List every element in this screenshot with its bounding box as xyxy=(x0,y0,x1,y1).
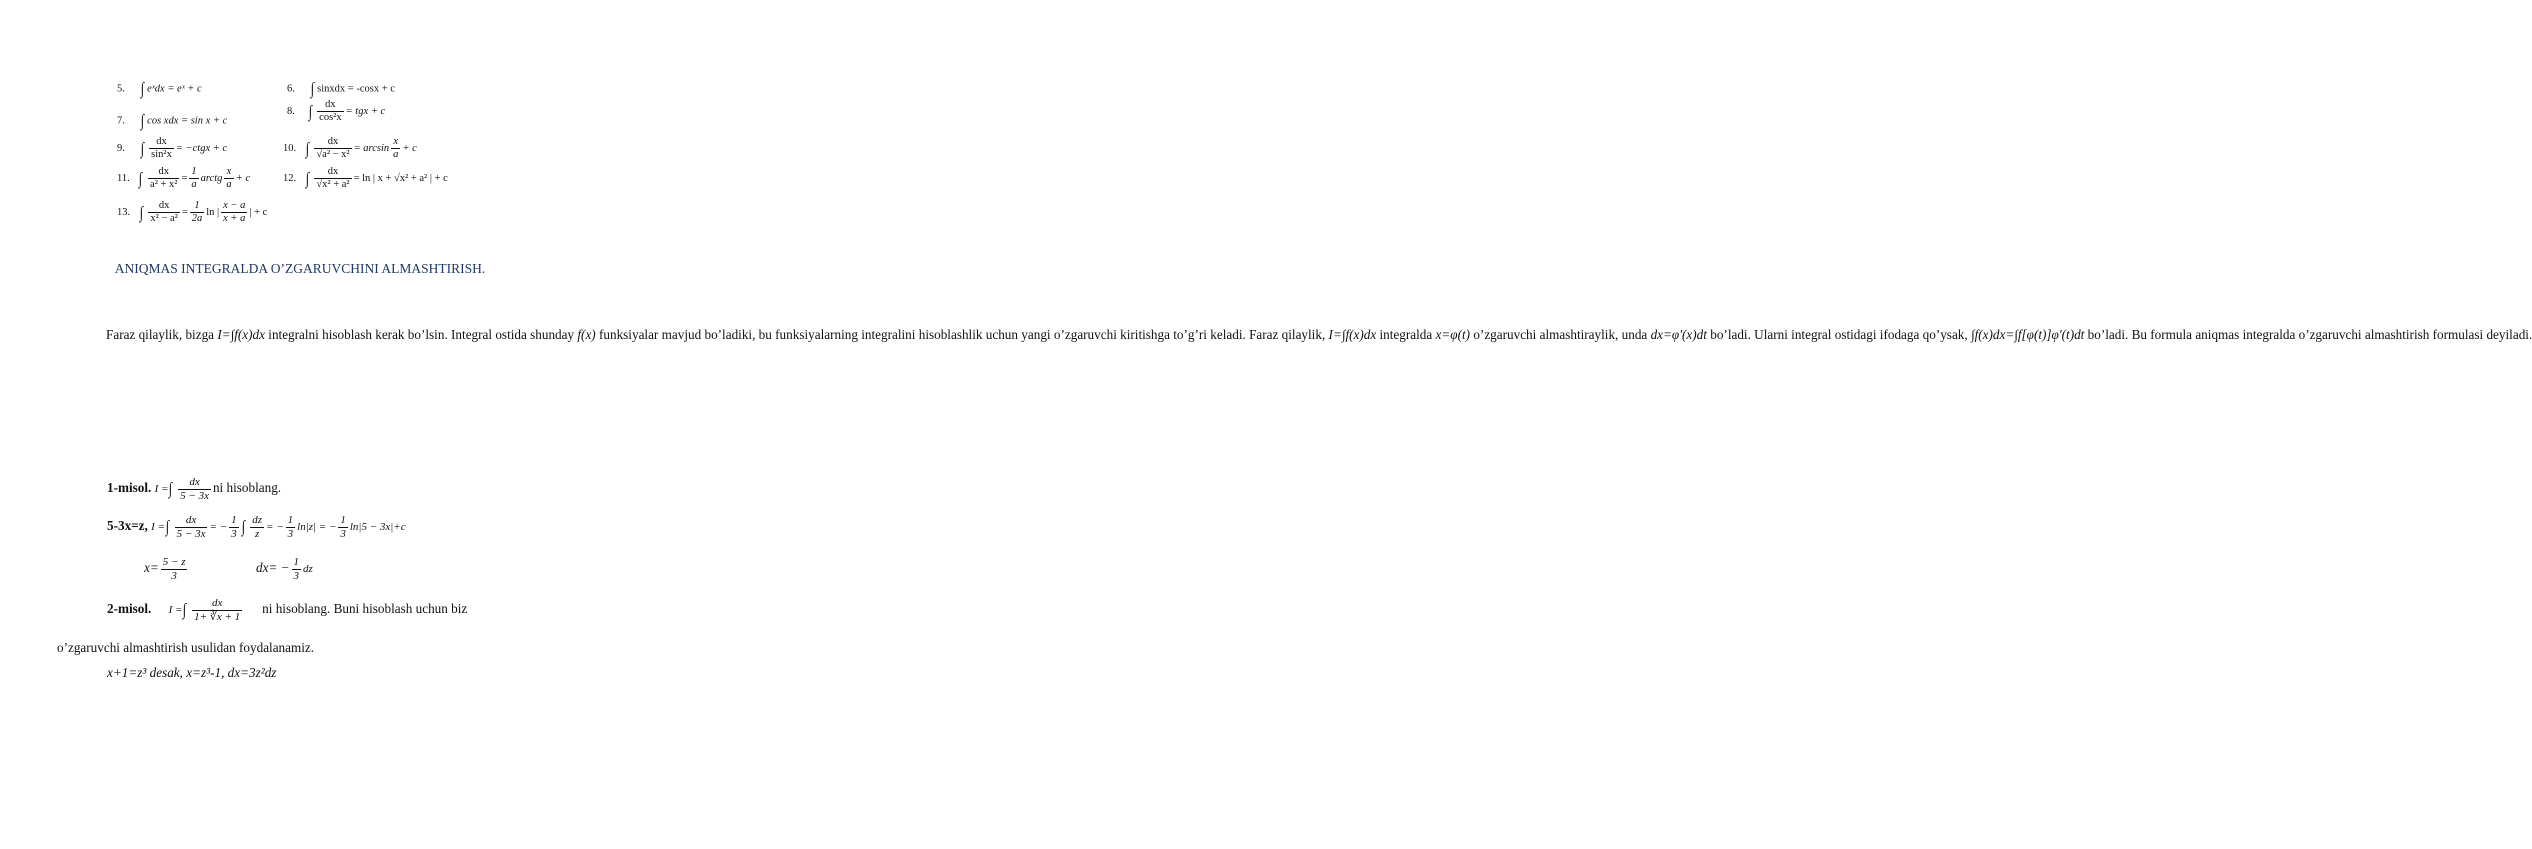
integral-sign: ∫ xyxy=(138,168,143,188)
formula-9: 9. ∫ $\frac{dx}{\text{sin²x}}$ = −ctgx + c xyxy=(117,136,228,161)
body-paragraph: Faraz qilaylik, bizga I=∫f(x)dx integralni hisoblash kerak bo’lsin. Integral ostida shunday f(x) funksiyalar mavjud bo’ladiki, bu funksiyalarning integralini hisoblashlik uchun yangi o’zgaruvchi kiritishga to’g’ri keladi. Faraz qilaylik, I=∫f(x)dx integralda x=φ(t) o’zgaruvchi almashtiraylik, unda dx=φ'(x)dt bo’ladi. Ularni integral ostidagi ifodaga qo’ysak, ∫f(x)dx=∫f[φ(t)]φ'(t)dt bo’ladi. Bu formula aniqmas integralda o’zgaruvchi almashtirish formulasi deyiladi. xyxy=(106,327,2532,342)
integral-sign: ∫ xyxy=(169,479,173,499)
dx-expression: dx= − $\frac{1}{3}$ dz xyxy=(256,556,313,582)
formula-12: 12. ∫ $\frac{dx}{\text{√x² + a²}}$ = ln | x + √x² + a² | + c xyxy=(283,166,448,191)
integral-sign: ∫ xyxy=(140,79,144,98)
integral-sign: ∫ xyxy=(241,517,245,537)
example-1: 1-misol. I =∫ $\frac{dx}{5 - 3x}$ ni hisoblang. xyxy=(107,476,282,502)
integral-sign: ∫ xyxy=(139,202,143,222)
integral-sign: ∫ xyxy=(308,101,312,121)
integral-sign: ∫ xyxy=(305,168,309,188)
formula-11: 11. ∫ $\frac{dx}{\text{a² + x²}}$ = $\frac{1}{a}$ arctg $\frac{x}{a}$ + c xyxy=(117,166,251,191)
formula-7: 7. ∫ cos xdx = sin x + c xyxy=(117,111,228,130)
section-heading: ANIQMAS INTEGRALDA O’ZGARUVCHINI ALMASHTIRISH. xyxy=(114,261,486,276)
formula-10: 10. ∫ $\frac{dx}{\text{√a² − x²}}$ = arcsin $\frac{x}{a}$ + c xyxy=(283,136,417,161)
example-2: 2-misol. I =∫ $\frac{dx}{1+ ∛x + 1}$ ni hisoblang. Buni hisoblash uchun biz xyxy=(107,597,468,623)
integral-sign: ∫ xyxy=(305,138,309,158)
formula-13: 13. ∫ $\frac{dx}{\text{x² − a²}}$ = $\frac{1}{2a}$ ln | $\frac{x - a}{x + a}$ | + c xyxy=(117,200,268,225)
substitution-line: 5-3x=z, I =∫ $\frac{dx}{5 - 3x}$ = − $\frac{1}{3}$ ∫ $\frac{dz}{z}$ = − $\frac{1}{3}$ ln|z| = − $\frac{1}{3}$ ln|5 − 3x|+c xyxy=(107,514,406,540)
integral-sign: ∫ xyxy=(140,138,144,158)
text-line: o’zgaruvchi almashtirish usulidan foydalanamiz. xyxy=(57,640,315,655)
formula-6: 6. ∫ sinxdx = -cosx + c xyxy=(287,79,395,98)
x-expression: x= $\frac{5 - z}{3}$ xyxy=(144,556,186,582)
integral-sign: ∫ xyxy=(310,79,314,98)
integral-sign: ∫ xyxy=(183,600,187,620)
integral-sign: ∫ xyxy=(165,517,170,537)
formula-8: 8. ∫ $\frac{dx}{\text{cos²x}}$ = tgx + c xyxy=(287,99,386,124)
formula-5: 5. ∫ eˣdx = eˣ + c xyxy=(117,79,202,98)
integral-sign: ∫ xyxy=(140,111,144,130)
substitution-final: x+1=z³ desak, x=z³-1, dx=3z²dz xyxy=(107,665,277,680)
